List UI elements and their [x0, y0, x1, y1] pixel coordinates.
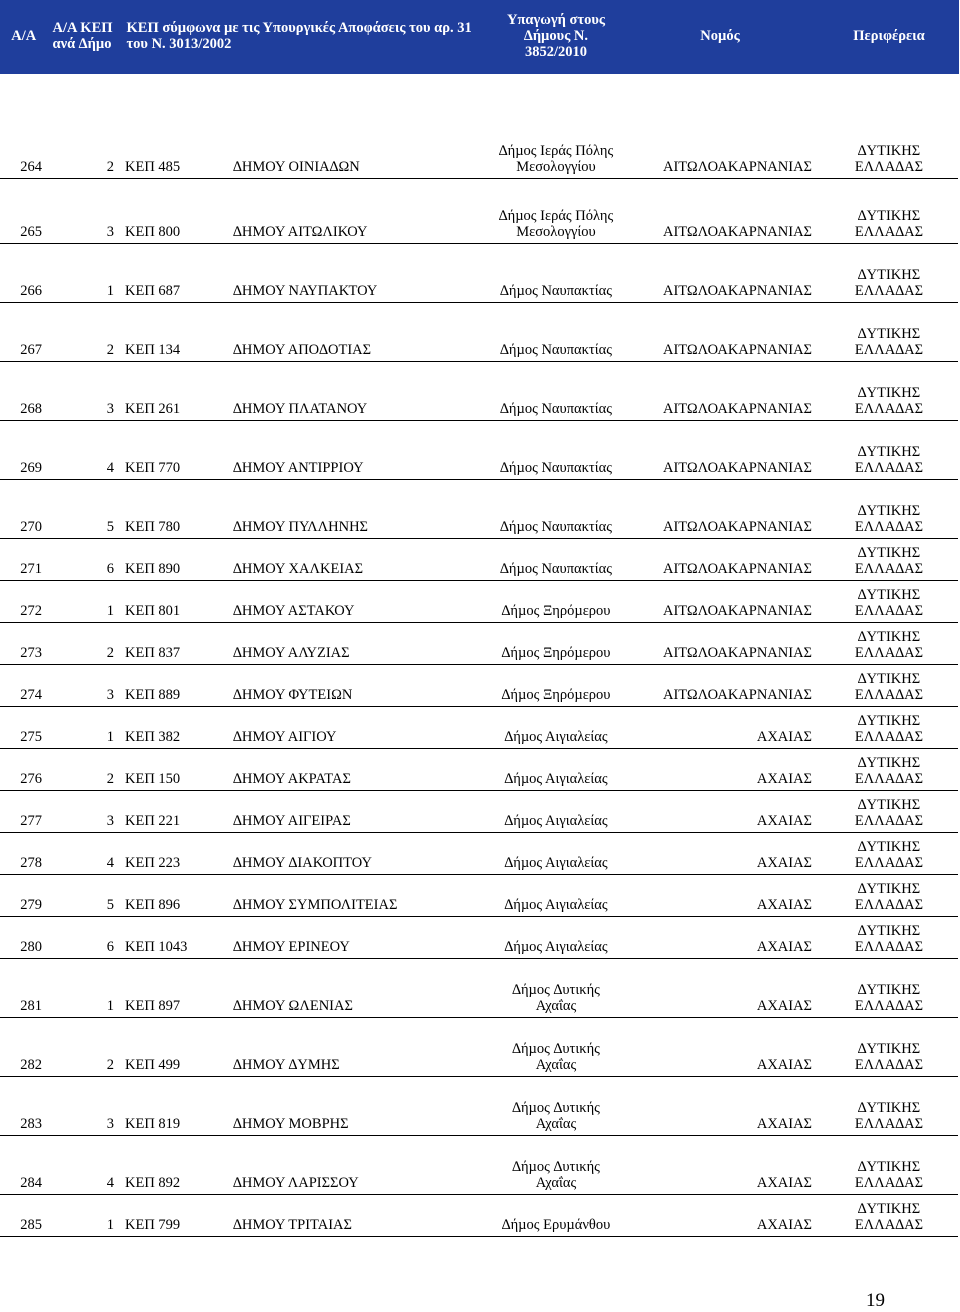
cell-aa: 285 [0, 1195, 48, 1237]
page-number: 19 [866, 1290, 885, 1311]
cell-aa: 272 [0, 581, 48, 623]
cell-kep [122, 362, 492, 421]
kep-number: ΚΕΠ 485 [125, 158, 181, 175]
cell-perifereia: ∆ΥΤΙΚΗΣ ΕΛΛΑ∆ΑΣ [820, 244, 958, 303]
cell-perifereia: ∆ΥΤΙΚΗΣ ΕΛΛΑ∆ΑΣ [820, 917, 958, 959]
cell-dimos: ∆ήµος Αιγιαλείας [492, 875, 620, 917]
cell-aa: 279 [0, 875, 48, 917]
cell-nomos: ΑΧΑΙΑΣ [620, 1077, 820, 1136]
cell-nomos: ΑΙΤΩΛΟΑΚΑΡΝΑΝΙΑΣ [620, 623, 820, 665]
cell-dimos: ∆ήµος Ναυπακτίας [492, 362, 620, 421]
cell-kep [122, 1195, 492, 1237]
cell-aa-dimos: 1 [48, 581, 122, 623]
cell-nomos: ΑΙΤΩΛΟΑΚΑΡΝΑΝΙΑΣ [620, 303, 820, 362]
cell-perifereia: ∆ΥΤΙΚΗΣ ΕΛΛΑ∆ΑΣ [820, 1136, 958, 1195]
cell-aa-dimos: 1 [48, 959, 122, 1018]
cell-perifereia: ∆ΥΤΙΚΗΣ ΕΛΛΑ∆ΑΣ [820, 581, 958, 623]
kep-dimou: ∆ΗΜΟΥ ΛΑΡΙΣΣΟΥ [233, 1174, 359, 1191]
cell-perifereia: ∆ΥΤΙΚΗΣ ΕΛΛΑ∆ΑΣ [820, 875, 958, 917]
kep-dimou: ∆ΗΜΟΥ ΑΣΤΑΚΟΥ [233, 602, 355, 619]
cell-perifereia: ∆ΥΤΙΚΗΣ ΕΛΛΑ∆ΑΣ [820, 480, 958, 539]
cell-aa-dimos: 1 [48, 244, 122, 303]
cell-nomos: ΑΧΑΙΑΣ [620, 959, 820, 1018]
table-row [0, 917, 958, 959]
cell-kep [122, 665, 492, 707]
cell-aa-dimos: 1 [48, 707, 122, 749]
kep-number: ΚΕΠ 892 [125, 1174, 181, 1191]
cell-dimos: ∆ήµος ∆υτικής Αχαΐας [492, 1077, 620, 1136]
cell-aa-dimos: 1 [48, 1195, 122, 1237]
cell-nomos: ΑΙΤΩΛΟΑΚΑΡΝΑΝΙΑΣ [620, 421, 820, 480]
header-aa-dimos: Α/Α ΚΕΠ ανά ∆ήµο [48, 0, 122, 74]
kep-dimou: ∆ΗΜΟΥ ∆ΥΜΗΣ [233, 1056, 340, 1073]
cell-aa-dimos: 5 [48, 875, 122, 917]
kep-number: ΚΕΠ 687 [125, 282, 181, 299]
table-header [0, 0, 958, 74]
cell-nomos: ΑΙΤΩΛΟΑΚΑΡΝΑΝΙΑΣ [620, 539, 820, 581]
kep-number: ΚΕΠ 799 [125, 1216, 181, 1233]
cell-kep [122, 917, 492, 959]
table-row [0, 749, 958, 791]
cell-aa-dimos: 5 [48, 480, 122, 539]
table-row [0, 421, 958, 480]
table-row [0, 539, 958, 581]
table-row [0, 791, 958, 833]
kep-number: ΚΕΠ 837 [125, 644, 181, 661]
kep-dimou: ∆ΗΜΟΥ ΕΡΙΝΕΟΥ [233, 938, 350, 955]
cell-aa-dimos: 3 [48, 665, 122, 707]
cell-perifereia: ∆ΥΤΙΚΗΣ ΕΛΛΑ∆ΑΣ [820, 1077, 958, 1136]
cell-dimos: ∆ήµος Ερυµάνθου [492, 1195, 620, 1237]
kep-number: ΚΕΠ 223 [125, 854, 181, 871]
kep-dimou: ∆ΗΜΟΥ ΟΙΝΙΑ∆ΩΝ [233, 158, 360, 175]
cell-aa: 284 [0, 1136, 48, 1195]
kep-dimou: ∆ΗΜΟΥ ΧΑΛΚΕΙΑΣ [233, 560, 364, 577]
cell-aa-dimos: 3 [48, 179, 122, 244]
cell-nomos: ΑΙΤΩΛΟΑΚΑΡΝΑΝΙΑΣ [620, 74, 820, 179]
kep-number: ΚΕΠ 770 [125, 459, 181, 476]
cell-perifereia: ∆ΥΤΙΚΗΣ ΕΛΛΑ∆ΑΣ [820, 1195, 958, 1237]
cell-kep [122, 833, 492, 875]
cell-aa: 277 [0, 791, 48, 833]
kep-number: ΚΕΠ 1043 [125, 938, 188, 955]
cell-kep [122, 74, 492, 179]
cell-dimos: ∆ήµος Ναυπακτίας [492, 539, 620, 581]
cell-aa-dimos: 2 [48, 74, 122, 179]
table-row [0, 244, 958, 303]
kep-number: ΚΕΠ 897 [125, 997, 181, 1014]
table-row [0, 581, 958, 623]
cell-perifereia: ∆ΥΤΙΚΗΣ ΕΛΛΑ∆ΑΣ [820, 74, 958, 179]
cell-aa-dimos: 2 [48, 303, 122, 362]
kep-number: ΚΕΠ 221 [125, 812, 181, 829]
cell-nomos: ΑΙΤΩΛΟΑΚΑΡΝΑΝΙΑΣ [620, 480, 820, 539]
table-row [0, 959, 958, 1018]
cell-perifereia: ∆ΥΤΙΚΗΣ ΕΛΛΑ∆ΑΣ [820, 833, 958, 875]
kep-dimou: ∆ΗΜΟΥ ΦΥΤΕΙΩΝ [233, 686, 353, 703]
table-row [0, 665, 958, 707]
cell-aa: 275 [0, 707, 48, 749]
kep-number: ΚΕΠ 819 [125, 1115, 181, 1132]
cell-kep [122, 1077, 492, 1136]
cell-nomos: ΑΧΑΙΑΣ [620, 1018, 820, 1077]
kep-number: ΚΕΠ 499 [125, 1056, 181, 1073]
cell-aa-dimos: 6 [48, 917, 122, 959]
kep-number: ΚΕΠ 134 [125, 341, 181, 358]
cell-kep [122, 875, 492, 917]
cell-perifereia: ∆ΥΤΙΚΗΣ ΕΛΛΑ∆ΑΣ [820, 179, 958, 244]
cell-aa-dimos: 2 [48, 749, 122, 791]
cell-nomos: ΑΙΤΩΛΟΑΚΑΡΝΑΝΙΑΣ [620, 244, 820, 303]
cell-aa: 283 [0, 1077, 48, 1136]
cell-kep [122, 581, 492, 623]
cell-dimos: ∆ήµος Ξηρόµερου [492, 665, 620, 707]
kep-number: ΚΕΠ 889 [125, 686, 181, 703]
cell-dimos: ∆ήµος Αιγιαλείας [492, 917, 620, 959]
table-row [0, 623, 958, 665]
kep-dimou: ∆ΗΜΟΥ ΤΡΙΤΑΙΑΣ [233, 1216, 352, 1233]
cell-nomos: ΑΧΑΙΑΣ [620, 833, 820, 875]
cell-kep [122, 1136, 492, 1195]
cell-nomos: ΑΧΑΙΑΣ [620, 749, 820, 791]
cell-perifereia: ∆ΥΤΙΚΗΣ ΕΛΛΑ∆ΑΣ [820, 539, 958, 581]
cell-nomos: ΑΧΑΙΑΣ [620, 707, 820, 749]
cell-perifereia: ∆ΥΤΙΚΗΣ ΕΛΛΑ∆ΑΣ [820, 1018, 958, 1077]
kep-dimou: ∆ΗΜΟΥ ΠΥΛΛΗΝΗΣ [233, 518, 368, 535]
cell-kep [122, 480, 492, 539]
table-body [0, 74, 958, 1237]
kep-dimou: ∆ΗΜΟΥ ΑΠΟ∆ΟΤΙΑΣ [233, 341, 372, 358]
cell-kep [122, 749, 492, 791]
cell-nomos: ΑΙΤΩΛΟΑΚΑΡΝΑΝΙΑΣ [620, 665, 820, 707]
cell-aa: 273 [0, 623, 48, 665]
kep-number: ΚΕΠ 896 [125, 896, 181, 913]
cell-kep [122, 421, 492, 480]
table-row [0, 179, 958, 244]
cell-nomos: ΑΧΑΙΑΣ [620, 1136, 820, 1195]
cell-dimos: ∆ήµος Αιγιαλείας [492, 749, 620, 791]
cell-kep [122, 959, 492, 1018]
cell-aa-dimos: 2 [48, 623, 122, 665]
cell-kep [122, 1018, 492, 1077]
kep-dimou: ∆ΗΜΟΥ ΩΛΕΝΙΑΣ [233, 997, 353, 1014]
kep-number: ΚΕΠ 150 [125, 770, 181, 787]
table-row [0, 875, 958, 917]
table-row [0, 1136, 958, 1195]
header-kep: ΚΕΠ σύµφωνα µε τις Υπουργικές Αποφάσεις του αρ. 31 του Ν. 3013/2002 [122, 0, 492, 74]
cell-aa-dimos: 3 [48, 362, 122, 421]
cell-kep [122, 244, 492, 303]
cell-dimos: ∆ήµος ∆υτικής Αχαΐας [492, 1136, 620, 1195]
cell-perifereia: ∆ΥΤΙΚΗΣ ΕΛΛΑ∆ΑΣ [820, 749, 958, 791]
cell-dimos: ∆ήµος Ναυπακτίας [492, 244, 620, 303]
table-row [0, 1077, 958, 1136]
cell-kep [122, 707, 492, 749]
kep-number: ΚΕΠ 890 [125, 560, 181, 577]
cell-aa: 269 [0, 421, 48, 480]
kep-dimou: ∆ΗΜΟΥ ΑΝΤΙΡΡΙΟΥ [233, 459, 364, 476]
cell-aa: 274 [0, 665, 48, 707]
cell-aa: 265 [0, 179, 48, 244]
cell-aa: 281 [0, 959, 48, 1018]
cell-perifereia: ∆ΥΤΙΚΗΣ ΕΛΛΑ∆ΑΣ [820, 707, 958, 749]
cell-perifereia: ∆ΥΤΙΚΗΣ ΕΛΛΑ∆ΑΣ [820, 421, 958, 480]
cell-nomos: ΑΧΑΙΑΣ [620, 917, 820, 959]
cell-perifereia: ∆ΥΤΙΚΗΣ ΕΛΛΑ∆ΑΣ [820, 623, 958, 665]
cell-kep [122, 539, 492, 581]
cell-dimos: ∆ήµος Ιεράς Πόλης Μεσολογγίου [492, 179, 620, 244]
kep-dimou: ∆ΗΜΟΥ ΣΥΜΠΟΛΙΤΕΙΑΣ [233, 896, 398, 913]
cell-kep [122, 791, 492, 833]
cell-nomos: ΑΧΑΙΑΣ [620, 1195, 820, 1237]
cell-kep [122, 623, 492, 665]
cell-aa: 282 [0, 1018, 48, 1077]
cell-aa: 267 [0, 303, 48, 362]
kep-number: ΚΕΠ 800 [125, 223, 181, 240]
header-perifereia: Περιφέρεια [820, 0, 958, 74]
cell-aa: 266 [0, 244, 48, 303]
cell-kep [122, 303, 492, 362]
cell-dimos: ∆ήµος ∆υτικής Αχαΐας [492, 959, 620, 1018]
cell-aa-dimos: 4 [48, 1136, 122, 1195]
cell-aa-dimos: 3 [48, 1077, 122, 1136]
table-row [0, 74, 958, 179]
kep-dimou: ∆ΗΜΟΥ ΑΙΤΩΛΙΚΟΥ [233, 223, 368, 240]
cell-dimos: ∆ήµος Ναυπακτίας [492, 421, 620, 480]
kep-number: ΚΕΠ 780 [125, 518, 181, 535]
table-row [0, 1018, 958, 1077]
header-nomos: Νοµός [620, 0, 820, 74]
table-row [0, 833, 958, 875]
cell-dimos: ∆ήµος Ναυπακτίας [492, 480, 620, 539]
kep-number: ΚΕΠ 382 [125, 728, 181, 745]
cell-aa-dimos: 6 [48, 539, 122, 581]
cell-aa-dimos: 4 [48, 833, 122, 875]
cell-nomos: ΑΧΑΙΑΣ [620, 875, 820, 917]
cell-aa: 280 [0, 917, 48, 959]
cell-perifereia: ∆ΥΤΙΚΗΣ ΕΛΛΑ∆ΑΣ [820, 303, 958, 362]
cell-aa: 264 [0, 74, 48, 179]
kep-dimou: ∆ΗΜΟΥ ΝΑΥΠΑΚΤΟΥ [233, 282, 378, 299]
cell-aa-dimos: 2 [48, 1018, 122, 1077]
cell-dimos: ∆ήµος Αιγιαλείας [492, 833, 620, 875]
cell-nomos: ΑΙΤΩΛΟΑΚΑΡΝΑΝΙΑΣ [620, 179, 820, 244]
cell-nomos: ΑΙΤΩΛΟΑΚΑΡΝΑΝΙΑΣ [620, 362, 820, 421]
table-row [0, 303, 958, 362]
cell-nomos: ΑΙΤΩΛΟΑΚΑΡΝΑΝΙΑΣ [620, 581, 820, 623]
kep-dimou: ∆ΗΜΟΥ ΜΟΒΡΗΣ [233, 1115, 349, 1132]
cell-perifereia: ∆ΥΤΙΚΗΣ ΕΛΛΑ∆ΑΣ [820, 362, 958, 421]
cell-nomos: ΑΧΑΙΑΣ [620, 791, 820, 833]
kep-dimou: ∆ΗΜΟΥ ΑΙΓΕΙΡΑΣ [233, 812, 351, 829]
cell-kep [122, 179, 492, 244]
cell-aa: 270 [0, 480, 48, 539]
cell-dimos: ∆ήµος Ξηρόµερου [492, 581, 620, 623]
table-row [0, 362, 958, 421]
cell-aa-dimos: 4 [48, 421, 122, 480]
kep-dimou: ∆ΗΜΟΥ ΑΛΥΖΙΑΣ [233, 644, 350, 661]
cell-dimos: ∆ήµος Ξηρόµερου [492, 623, 620, 665]
kep-dimou: ∆ΗΜΟΥ ΑΚΡΑΤΑΣ [233, 770, 351, 787]
cell-aa: 268 [0, 362, 48, 421]
cell-dimos: ∆ήµος Ιεράς Πόλης Μεσολογγίου [492, 74, 620, 179]
kep-dimou: ∆ΗΜΟΥ ΠΛΑΤΑΝΟΥ [233, 400, 368, 417]
cell-aa-dimos: 3 [48, 791, 122, 833]
cell-perifereia: ∆ΥΤΙΚΗΣ ΕΛΛΑ∆ΑΣ [820, 959, 958, 1018]
kep-number: ΚΕΠ 801 [125, 602, 181, 619]
cell-dimos: ∆ήµος Αιγιαλείας [492, 791, 620, 833]
kep-dimou: ∆ΗΜΟΥ ∆ΙΑΚΟΠΤΟΥ [233, 854, 372, 871]
kep-dimou: ∆ΗΜΟΥ ΑΙΓΙΟΥ [233, 728, 337, 745]
header-ypagogi: Υπαγωγή στους ∆ήµους Ν. 3852/2010 [492, 0, 620, 74]
cell-dimos: ∆ήµος Αιγιαλείας [492, 707, 620, 749]
cell-aa: 278 [0, 833, 48, 875]
cell-perifereia: ∆ΥΤΙΚΗΣ ΕΛΛΑ∆ΑΣ [820, 791, 958, 833]
cell-aa: 271 [0, 539, 48, 581]
cell-perifereia: ∆ΥΤΙΚΗΣ ΕΛΛΑ∆ΑΣ [820, 665, 958, 707]
table-row [0, 480, 958, 539]
cell-dimos: ∆ήµος Ναυπακτίας [492, 303, 620, 362]
table-row [0, 707, 958, 749]
kep-number: ΚΕΠ 261 [125, 400, 181, 417]
header-aa: Α/Α [0, 0, 48, 74]
cell-dimos: ∆ήµος ∆υτικής Αχαΐας [492, 1018, 620, 1077]
table-row [0, 1195, 958, 1237]
cell-aa: 276 [0, 749, 48, 791]
